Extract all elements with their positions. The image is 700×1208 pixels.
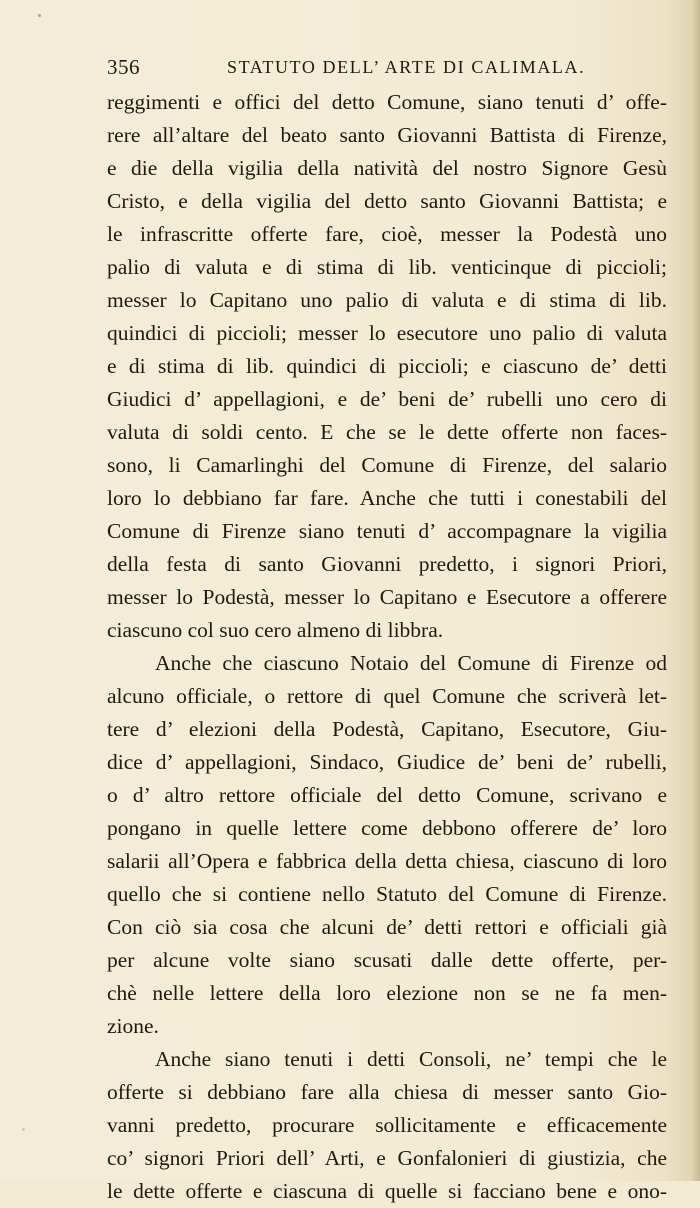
text-line: o d’ altro rettore officiale del detto Comune, scrivano e	[107, 783, 667, 807]
text-line: zione.	[107, 1014, 159, 1038]
text-line: alcuno officiale, o rettore di quel Comune che scriverà let-	[107, 684, 667, 708]
text-line: offerte si debbiano fare alla chiesa di messer santo Gio-	[107, 1080, 667, 1104]
text-line: della festa di santo Giovanni predetto, i signori Priori,	[107, 552, 667, 576]
paragraph-2	[107, 647, 667, 1043]
paragraph-3	[107, 1043, 667, 1208]
text-line: e die della vigilia della natività del nostro Signore Gesù	[107, 156, 667, 180]
text-line: vanni predetto, procurare sollicitamente e efficacemente	[107, 1113, 667, 1137]
text-line: tere d’ elezioni della Podestà, Capitano, Esecutore, Giu-	[107, 717, 667, 741]
text-line: pongano in quelle lettere come debbono offerere de’ loro	[107, 816, 667, 840]
text-line: Cristo, e della vigilia del detto santo Giovanni Battista; e	[107, 189, 667, 213]
text-line: le infrascritte offerte fare, cioè, messer la Podestà uno	[107, 222, 667, 246]
text-line: le dette offerte e ciascuna di quelle si facciano bene e ono-	[107, 1179, 667, 1203]
text-line: per alcune volte siano scusati dalle dette offerte, per-	[107, 948, 667, 972]
running-title: STATUTO DELL’ ARTE DI CALIMALA.	[227, 57, 586, 77]
text-line: e di stima di lib. quindici di piccioli; e ciascuno de’ detti	[107, 354, 667, 378]
page-edge-shadow	[692, 0, 700, 1181]
page-header	[107, 55, 667, 85]
text-line: chè nelle lettere della loro elezione non se ne fa men-	[107, 981, 667, 1005]
text-line: quindici di piccioli; messer lo esecutore uno palio di valuta	[107, 321, 667, 345]
body-text	[107, 86, 667, 1208]
text-line: Anche che ciascuno Notaio del Comune di Firenze od	[155, 651, 667, 675]
text-line: Anche siano tenuti i detti Consoli, ne’ tempi che le	[155, 1047, 667, 1071]
text-line: sono, li Camarlinghi del Comune di Firenze, del salario	[107, 453, 667, 477]
text-line: loro lo debbiano far fare. Anche che tutti i conestabili del	[107, 486, 667, 510]
text-line: Comune di Firenze siano tenuti d’ accompagnare la vigilia	[107, 519, 667, 543]
text-line: messer lo Podestà, messer lo Capitano e Esecutore a offerere	[107, 585, 667, 609]
text-line: messer lo Capitano uno palio di valuta e di stima di lib.	[107, 288, 667, 312]
text-line: co’ signori Priori dell’ Arti, e Gonfalonieri di giustizia, che	[107, 1146, 667, 1170]
text-line: ciascuno col suo cero almeno di libbra.	[107, 618, 444, 642]
text-line: palio di valuta e di stima di lib. venticinque di piccioli;	[107, 255, 667, 279]
text-line: valuta di soldi cento. E che se le dette offerte non faces-	[107, 420, 667, 444]
text-line: Giudici d’ appellagioni, e de’ beni de’ rubelli uno cero di	[107, 387, 667, 411]
text-line: reggimenti e offici del detto Comune, siano tenuti d’ offe-	[107, 90, 667, 114]
text-line: dice d’ appellagioni, Sindaco, Giudice de’ beni de’ rubelli,	[107, 750, 667, 774]
text-line: rere all’altare del beato santo Giovanni Battista di Firenze,	[107, 123, 667, 147]
text-line: salarii all’Opera e fabbrica della detta chiesa, ciascuno di loro	[107, 849, 667, 873]
text-line: Con ciò sia cosa che alcuni de’ detti rettori e officiali già	[107, 915, 667, 939]
paragraph-1	[107, 86, 667, 647]
paper-speck	[22, 1128, 25, 1131]
paper-speck	[38, 14, 41, 17]
text-line: quello che si contiene nello Statuto del Comune di Firenze.	[107, 882, 667, 906]
page-number: 356	[107, 55, 140, 79]
